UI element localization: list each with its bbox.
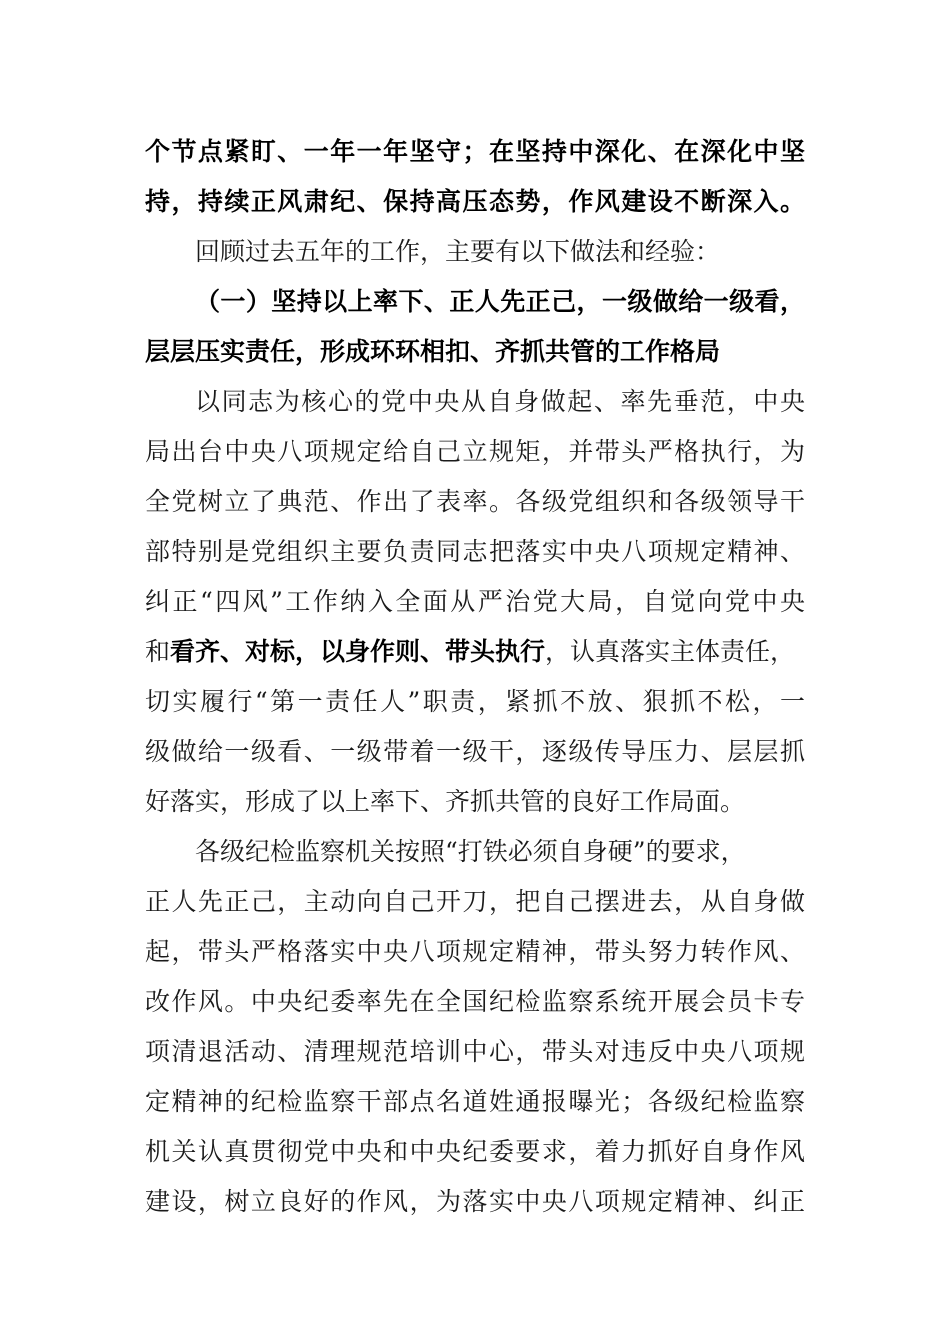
- body-line-12: 切实履行“第一责任人”职责，紧抓不放、狠抓不松，一: [145, 687, 805, 716]
- body-line-20: 定精神的纪检监察干部点名道姓通报曝光；各级纪检监察: [145, 1087, 805, 1116]
- body-line-3: 回顾过去五年的工作，主要有以下做法和经验：: [195, 237, 721, 266]
- body-line-18: 改作风。中央纪委率先在全国纪检监察系统开展会员卡专: [145, 987, 805, 1016]
- mixed-line-post: ，认真落实主体责任，: [545, 637, 796, 666]
- body-line-17: 起，带头严格落实中央八项规定精神，带头努力转作风、: [145, 937, 805, 966]
- body-line-14: 好落实，形成了以上率下、齐抓共管的良好工作局面。: [145, 787, 746, 816]
- mixed-line-pre: 和: [145, 637, 171, 666]
- section-heading-line-2: 层层压实责任，形成环环相扣、齐抓共管的工作格局: [145, 337, 721, 366]
- body-line-8: 全党树立了典范、作出了表率。各级党组织和各级领导干: [145, 487, 805, 516]
- body-line-2: 持，持续正风肃纪、保持高压态势，作风建设不断深入。: [145, 187, 805, 216]
- body-line-10: 纠正“四风”工作纳入全面从严治党大局，自觉向党中央: [145, 587, 805, 616]
- body-line-13: 级做给一级看、一级带着一级干，逐级传导压力、层层抓: [145, 737, 805, 766]
- section-heading-line-1: （一）坚持以上率下、正人先正己，一级做给一级看，: [195, 287, 805, 316]
- body-line-19: 项清退活动、清理规范培训中心，带头对违反中央八项规: [145, 1037, 805, 1066]
- body-line-6: 以同志为核心的党中央从自身做起、率先垂范，中央: [195, 387, 805, 416]
- body-line-15: 各级纪检监察机关按照“打铁必须自身硬”的要求，: [195, 837, 746, 866]
- body-line-mixed: [145, 627, 805, 677]
- body-line-1: 个节点紧盯、一年一年坚守；在坚持中深化、在深化中坚: [145, 137, 805, 166]
- body-line-7: 局出台中央八项规定给自己立规矩，并带头严格执行，为: [145, 437, 805, 466]
- mixed-line-bold: 看齐、对标，以身作则、带头执行: [170, 637, 546, 666]
- body-line-9: 部特别是党组织主要负责同志把落实中央八项规定精神、: [145, 537, 805, 566]
- body-line-22: 建设，树立良好的作风，为落实中央八项规定精神、纠正: [145, 1187, 805, 1216]
- body-line-21: 机关认真贯彻党中央和中央纪委要求，着力抓好自身作风: [145, 1137, 805, 1166]
- body-line-16: 正人先正己，主动向自己开刀，把自己摆进去，从自身做: [145, 887, 805, 916]
